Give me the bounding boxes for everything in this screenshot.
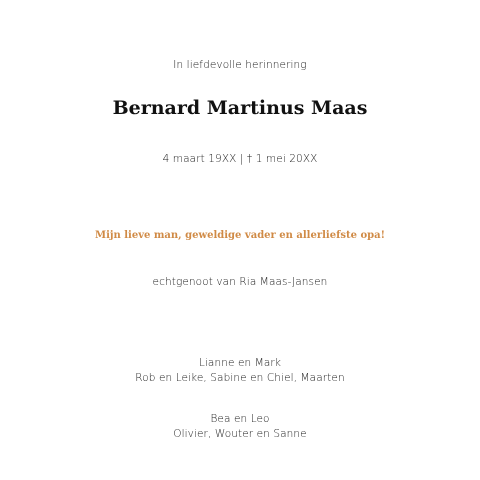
- family-group-1-parents: Lianne en Mark: [198, 357, 282, 369]
- spouse-line: echtgenoot van Ria Maas-Jansen: [152, 276, 328, 288]
- family-group-2-parents: Bea en Leo: [210, 413, 270, 425]
- dedication-quote: Mijn lieve man, geweldige vader en allerliefste opa!: [95, 230, 385, 241]
- family-group-1-children: Rob en Leike, Sabine en Chiel, Maarten: [135, 372, 345, 384]
- life-dates: 4 maart 19XX | † 1 mei 20XX: [162, 153, 318, 165]
- intro-text: In liefdevolle herinnering: [173, 59, 307, 71]
- family-group-2-children: Olivier, Wouter en Sanne: [173, 428, 307, 440]
- deceased-name: Bernard Martinus Maas: [112, 97, 368, 119]
